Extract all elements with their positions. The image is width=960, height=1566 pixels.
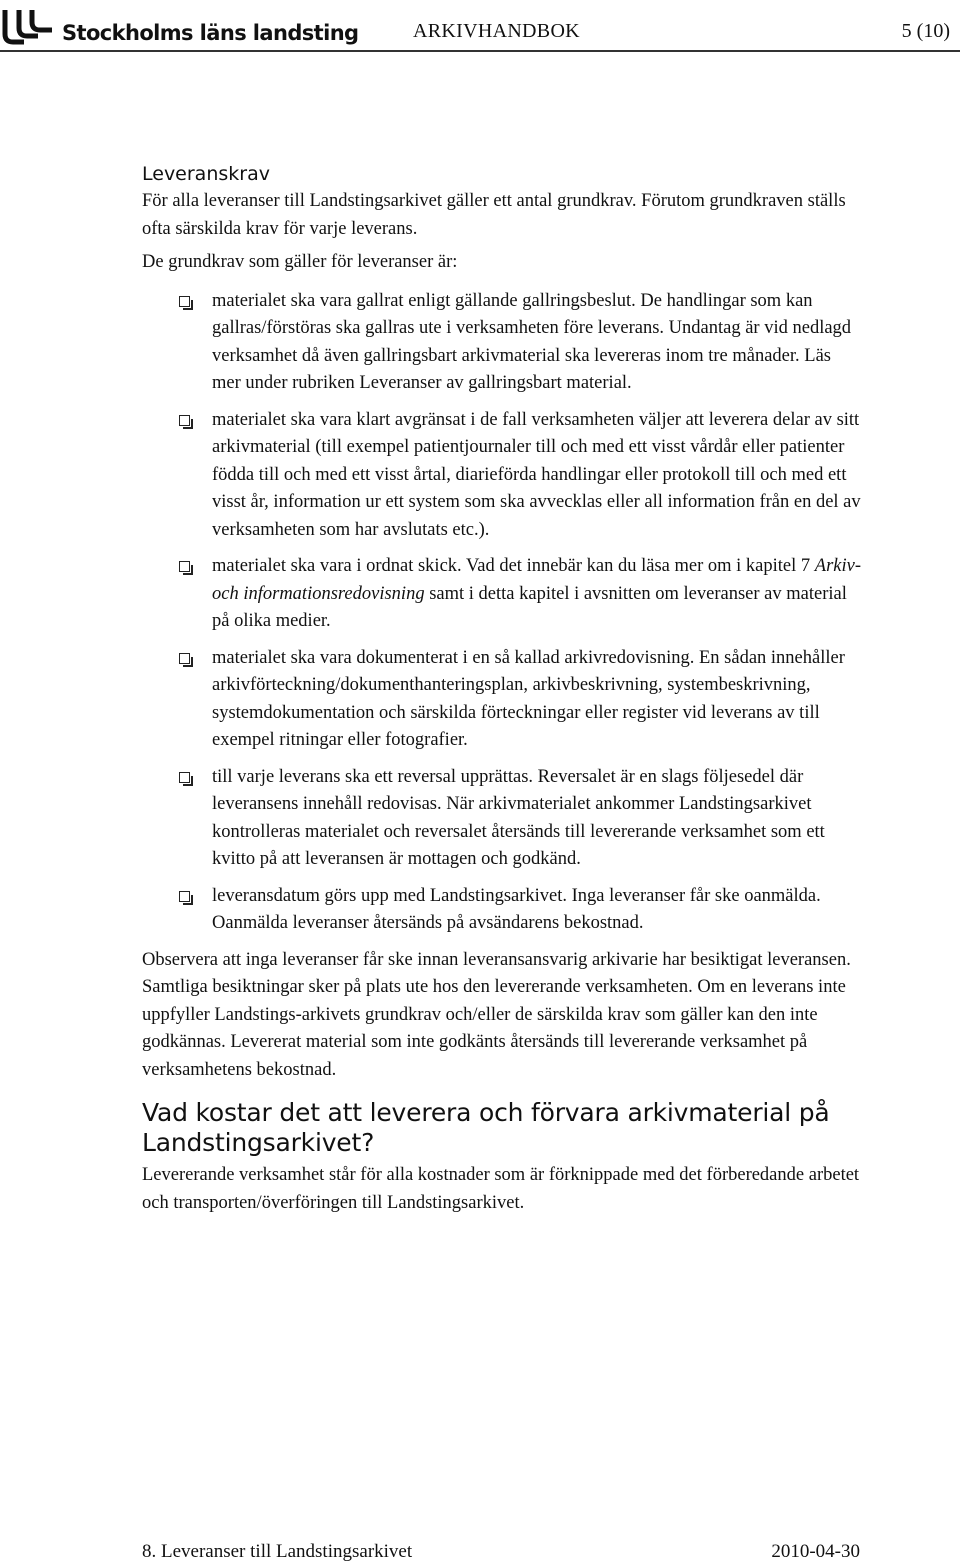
- list-item-text: leveransdatum görs upp med Landstingsarkivet. Inga leveranser får ske oanmälda. Oanmälda leveranser återsänds på avsändarens bekostnad.: [212, 885, 821, 933]
- list-item-text: materialet ska vara klart avgränsat i de fall verksamheten väljer att leverera delar av sitt arkivmaterial (till exempel patientjournaler till och med ett visst vårdår eller patienter födda till och med ett visst årtal, diarieförda handlingar eller protokoll till och med ett visst år, information ur ett system som ska avvecklas eller all information från en del av verksamheten som har avslutats etc.).: [212, 409, 861, 540]
- list-item: [142, 553, 862, 636]
- list-item: [142, 764, 862, 874]
- logo-text: Stockholms läns landsting: [62, 21, 359, 45]
- organization-logo: [2, 8, 359, 50]
- checkbox-bullet-icon: [179, 296, 190, 307]
- list-item-text: materialet ska vara i ordnat skick. Vad det innebär kan du läsa mer om i kapitel 7: [212, 556, 815, 576]
- list-item-text: materialet ska vara gallrat enligt gällande gallringsbeslut. De handlingar som kan gallras/förstöras ska gallras ute i verksamheten före leverans. Undantag är vid nedlagd verksamhet då även gallringsbart arkivmaterial ska levereras inom tre månader. Läs mer under rubriken Leveranser av gallringsbart material.: [212, 290, 852, 393]
- list-item-text: till varje leverans ska ett reversal upprättas. Reversalet är en slags följesedel där leveransens innehåll redovisas. När arkivmaterialet ankommer Landstingsarkivet kontrolleras materialet och reversalet återsänds till levererande verksamhet som ett kvitto på att leveransen är mottagen och godkänd.: [212, 766, 825, 869]
- header-divider: [0, 50, 960, 52]
- document-title: ARKIVHANDBOK: [413, 20, 580, 42]
- list-item-text: samt i detta kapitel i avsnitten om leveranser av material på olika medier.: [212, 583, 847, 631]
- checkbox-bullet-icon: [179, 415, 190, 426]
- checkbox-bullet-icon: [179, 653, 190, 664]
- list-item: [142, 407, 862, 545]
- footer-chapter: 8. Leveranser till Landstingsarkivet: [142, 1541, 413, 1562]
- checkbox-bullet-icon: [179, 561, 190, 572]
- page-number: 5 (10): [901, 20, 950, 42]
- lead-paragraph: De grundkrav som gäller för leveranser är:: [142, 252, 458, 272]
- section-heading-leveranskrav: Leveranskrav: [142, 163, 270, 185]
- checkbox-bullet-icon: [179, 891, 190, 902]
- requirements-list: [142, 288, 862, 938]
- sll-logo-icon: [2, 8, 56, 46]
- intro-paragraph: För alla leveranser till Landstingsarkivet gäller ett antal grundkrav. Förutom grundkraven ställs ofta särskilda krav för varje leverans.: [142, 191, 846, 239]
- list-item: [142, 288, 862, 398]
- closing-paragraph: Observera att inga leveranser får ske innan leveransansvarig arkivarie har besiktigat leveransen. Samtliga besiktningar sker på plats ute hos den levererande verksamheten. Om en leverans inte uppfyller Landstings-arkivets grundkrav och/eller de särskilda krav som gäller kan den inte godkännas. Levererat material som inte godkänts återsänds till levererande verksamhet på verksamhetens bekostnad.: [142, 949, 851, 1080]
- costs-paragraph: Levererande verksamhet står för alla kostnader som är förknippade med det förberedande arbetet och transporten/överföringen till Landstingsarkivet.: [142, 1165, 860, 1213]
- document-body: [142, 160, 862, 1217]
- list-item-text: materialet ska vara dokumenterat i en så kallad arkivredovisning. En sådan innehåller arkivförteckning/dokumenthanteringsplan, arkivbeskrivning, systembeskrivning, systemdokumentation och särskilda förteckningar eller register vid leverans av till exempel ritningar eller fotografier.: [212, 647, 845, 750]
- list-item: [142, 883, 862, 938]
- list-item: [142, 645, 862, 755]
- chapter-reference: Arkiv- och informationsredovisning: [212, 556, 862, 604]
- section-heading-costs: Vad kostar det att leverera och förvara arkivmaterial på Landstingsarkivet?: [142, 1098, 830, 1157]
- footer-date: 2010-04-30: [771, 1541, 860, 1562]
- checkbox-bullet-icon: [179, 772, 190, 783]
- page-header: [0, 0, 960, 58]
